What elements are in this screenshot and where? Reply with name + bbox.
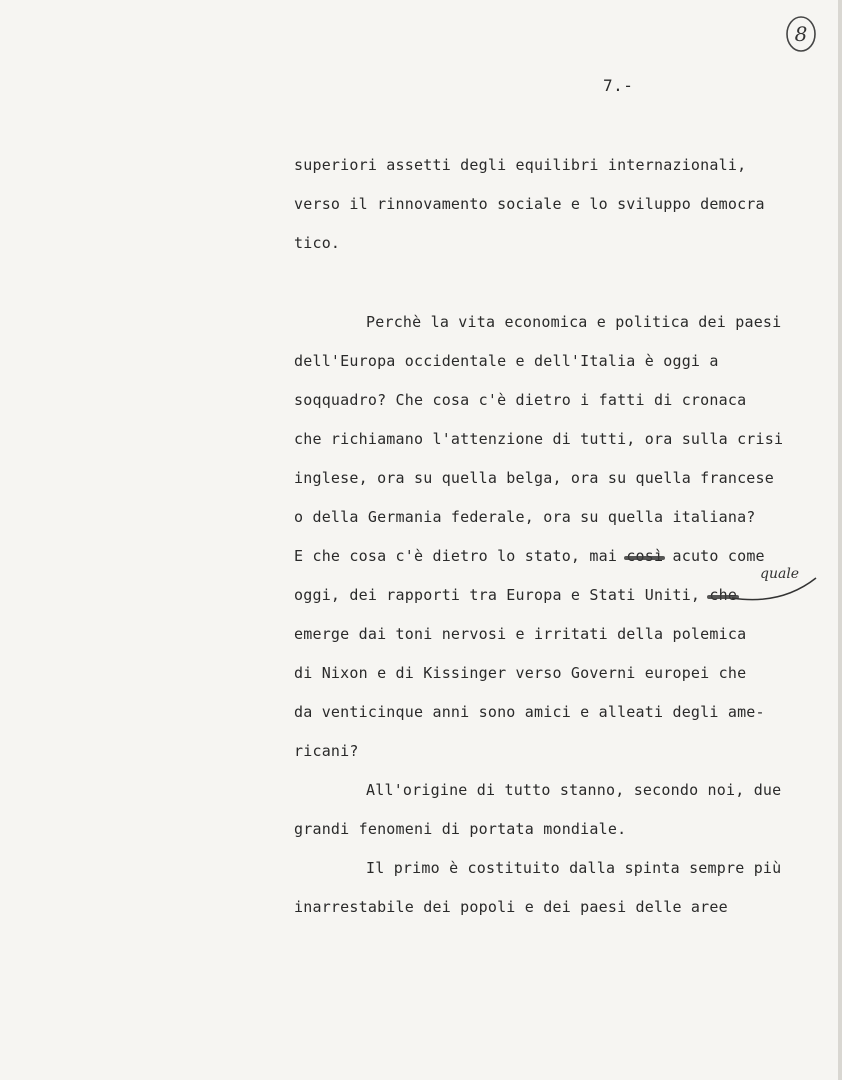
text-line: di Nixon e di Kissinger verso Governi europei che	[294, 664, 747, 682]
text-line: dell'Europa occidentale e dell'Italia è oggi a	[294, 352, 719, 370]
handwritten-insert: quale	[760, 566, 800, 582]
page-stamp-icon	[784, 14, 818, 54]
text-line: verso il rinnovamento sociale e lo sviluppo democra	[294, 195, 765, 213]
page-edge	[838, 0, 842, 1080]
text-line: inglese, ora su quella belga, ora su quella francese	[294, 469, 774, 487]
text-segment: acuto come	[672, 547, 765, 565]
struck-word	[626, 547, 663, 565]
text-line: inarrestabile dei popoli e dei paesi delle aree	[294, 898, 728, 916]
text-line: emerge dai toni nervosi e irritati della polemica	[294, 625, 747, 643]
text-segment: oggi, dei rapporti tra Europa e Stati Uniti,	[294, 586, 701, 604]
text-line: All'origine di tutto stanno, secondo noi, due	[366, 781, 782, 799]
text-line: ricani?	[294, 742, 359, 760]
stamp-number: 8	[794, 22, 808, 46]
text-line: grandi fenomeni di portata mondiale.	[294, 820, 627, 838]
text-line-with-correction	[294, 546, 765, 566]
page-number: 7.-	[603, 76, 634, 95]
text-line: soqquadro? Che cosa c'è dietro i fatti di cronaca	[294, 391, 747, 409]
text-line: da venticinque anni sono amici e alleati degli ame-	[294, 703, 765, 721]
text-line: che richiamano l'attenzione di tutti, ora sulla crisi	[294, 430, 784, 448]
text-segment: E che cosa c'è dietro lo stato, mai	[294, 547, 618, 565]
text-line: Il primo è costituito dalla spinta sempre più	[366, 859, 782, 877]
text-line: o della Germania federale, ora su quella italiana?	[294, 508, 756, 526]
text-line: tico.	[294, 234, 341, 252]
text-line-with-correction	[294, 585, 737, 605]
text-line: Perchè la vita economica e politica dei paesi	[366, 313, 782, 331]
strike-mark	[624, 556, 665, 560]
text-line: superiori assetti degli equilibri internazionali,	[294, 156, 747, 174]
